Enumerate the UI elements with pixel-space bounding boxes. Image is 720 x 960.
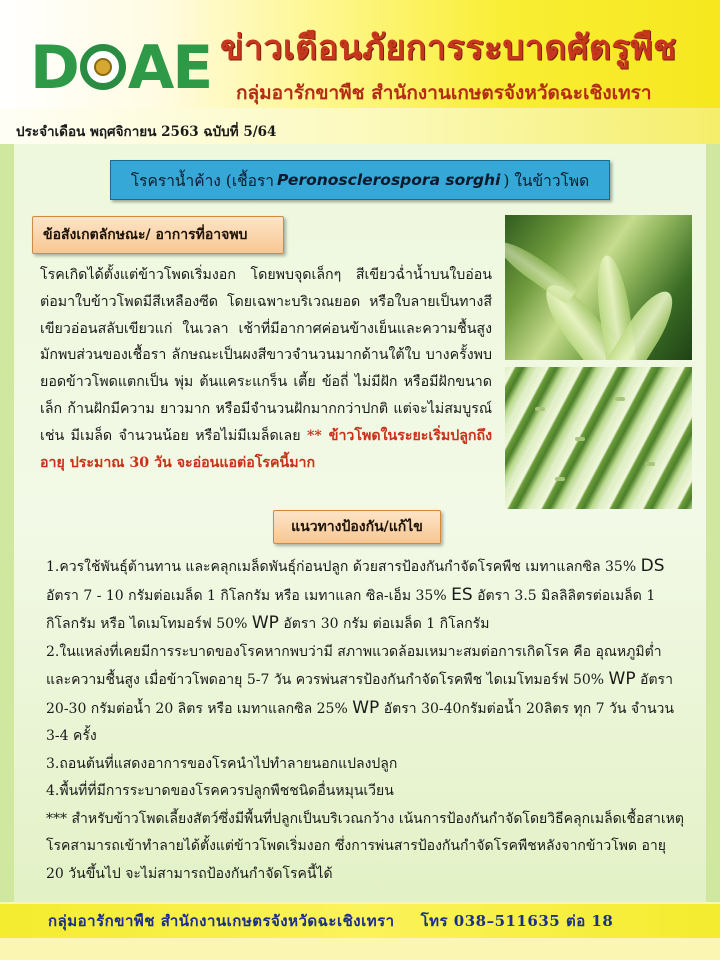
seal-icon [80,44,126,90]
disease-suffix: ) ในข้าวโพด [503,171,590,190]
striped-leaf-photo [505,367,692,509]
control-item-2: 2.ในแหล่งที่เคยมีการระบาดของโรคหากพบว่ามี สภาพแวดล้อมเหมาะสมต่อการเกิดโรค คือ อุณหภูมิต่ำ และความชื้นสูง เมื่อข้าวโพดอายุ 5-7 วัน ควรพ่นสารป้องกันกำจัดโรคพืช ไดเมโทมอร์ฟ 50% WP อัตรา 20-30 กรัมต่อน้ำ 20 ลิตร หรือ เมทาแลกซิล 25% WP อัตรา 30-40กรัมต่อน้ำ 20ลิตร ทุก 7 วัน จำนวน 3-4 ครั้ง [46,643,674,744]
control-item-3: 3.ถอนต้นที่แสดงอาการของโรคนำไปทำลายนอกแปลงปลูก [46,755,398,772]
symptoms-heading: ข้อสังเกตลักษณะ/ อาการที่อาจพบ [32,216,284,254]
page-subtitle: กลุ่มอารักขาพืช สำนักงานเกษตรจังหวัดฉะเชิงเทรา [236,82,652,104]
footer-phone: โทร 038–511635 ต่อ 18 [420,912,614,930]
symptoms-body: โรคเกิดได้ตั้งแต่ข้าวโพดเริ่มงอก โดยพบจุดเล็กๆ สีเขียวฉ่ำน้ำบนใบอ่อน ต่อมาใบข้าวโพดมีสีเหลืองซีด โดยเฉพาะบริเวณยอด หรือใบลายเป็นทางสีเขียวอ่อนสลับเขียวแก่ ในเวลา เช้าที่มีอากาศค่อนข้างเย็นและความชื้นสูง มักพบส่วนของเชื้อรา ลักษณะเป็นผงสีขาวจำนวนมากด้านใต้ใบ บางครั้งพบยอดข้าวโพดแตกเป็น พุ่ม ต้นแคระแกร็น เตี้ย ข้อถี่ ไม่มีฝัก หรือมีฝักขนาดเล็ก ก้านฝักมีความ ยาวมาก หรือมีจำนวนฝักมากกว่าปกติ แต่จะไม่สมบูรณ์ เช่น มีเมล็ด จำนวนน้อย หรือไม่มีเมล็ดเลย [40,267,492,444]
page-title: ข่าวเตือนภัยการระบาดศัตรูพืช [220,28,677,68]
corn-leaf-photo [505,215,692,360]
control-item-1: 1.ควรใช้พันธุ์ต้านทาน และคลุกเมล็ดพันธุ์ก่อนปลูก ด้วยสารป้องกันกำจัดโรคพืช เมทาแลกซิล 35% DS อัตรา 7 - 10 กรัมต่อเมล็ด 1 กิโลกรัม หรือ เมทาแลก ซิล-เอ็ม 35% ES อัตรา 3.5 มิลลิลิตรต่อเมล็ด 1 กิโลกรัม หรือ ไดเมโทมอร์ฟ 50% WP อัตรา 30 กรัม ต่อเมล็ด 1 กิโลกรัม [46,556,665,633]
control-item-4: 4.พื้นที่ที่มีการระบาดของโรคควรปลูกพืชชนิดอื่นหมุนเวียน [46,783,394,799]
control-heading: แนวทางป้องกัน/แก้ไข [273,510,441,544]
footer-bar [0,904,720,938]
doae-logo [30,33,212,103]
logo-letters-ae: AE [127,33,212,103]
footer-org: กลุ่มอารักขาพืช สำนักงานเกษตรจังหวัดฉะเชิงเทรา [48,912,395,930]
control-item-note: *** สำหรับข้าวโพดเลี้ยงสัตว์ซึ่งมีพื้นที่ปลูกเป็นบริเวณกว้าง เน้นการป้องกันกำจัดโดยวิธีคลุกเมล็ดเชื้อสาเหตุโรคสามารถเข้าทำลายได้ตั้งแต่ข้าวโพดเริ่มงอก ซึ่งการพ่นสารป้องกันกำจัดโรคพืชหลังจากข้าวโพด อายุ 20 วันขึ้นไป จะไม่สามารถป้องกันกำจัดโรคนี้ได้ [46,810,684,882]
issue-info: ประจำเดือน พฤศจิกายน 2563 ฉบับที่ 5/64 [16,124,277,140]
disease-prefix: โรคราน้ำค้าง (เชื้อรา [130,171,274,190]
control-list [46,553,688,888]
logo-letter-d: D [30,33,78,103]
disease-scientific-name: Peronosclerospora sorghi [276,171,501,189]
disease-title-box [110,160,610,200]
symptoms-warning: ** ข้าวโพดในระยะเริ่มปลูกถึงอายุ ประมาณ 30 วัน จะอ่อนแอต่อโรคนี้มาก [40,427,493,471]
symptoms-text [40,262,492,476]
